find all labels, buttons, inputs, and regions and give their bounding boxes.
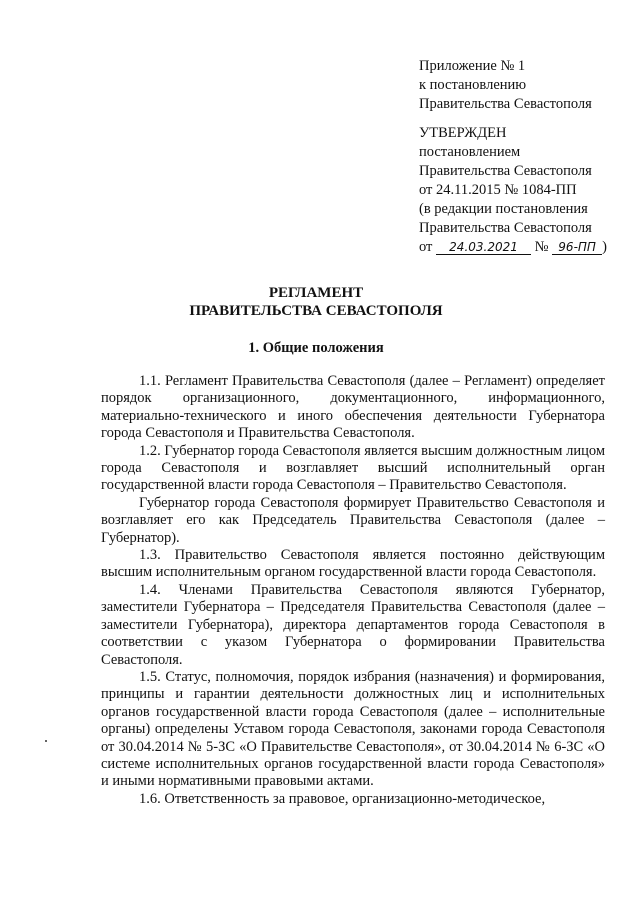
paragraph-governor: Губернатор города Севастополя формирует Правительство Севастополя и возглавляет его как Председатель Правительства Севастополя (далее – Губернатор). <box>101 494 605 546</box>
paragraph-1-3: 1.3. Правительство Севастополя является постоянно действующим высшим исполнительным органом государственной власти города Севастополя. <box>101 547 605 581</box>
annex-line-1: Приложение № 1 <box>419 58 526 74</box>
scan-speck <box>45 740 47 742</box>
annex-block <box>419 57 592 114</box>
approval-date-line <box>419 238 607 257</box>
approval-line-1: постановлением <box>419 144 521 160</box>
annex-line-2: к постановлению <box>419 77 527 93</box>
paragraph-1-5: 1.5. Статус, полномочия, порядок избрания (назначения) и формирования, принципы и гарантии деятельности должностных лиц и исполнительных органов государственной власти города Севастополя (далее – исполнительные органы) определены Уставом города Севастополя, законами города Севастополя от 30.04.2014 № 5-ЗС «О Правительстве Севастополя», от 30.04.2014 № 6-ЗС «О системе исполнительных органов государственной власти города Севастополя» и иными нормативными правовыми актами. <box>101 668 605 790</box>
paragraph-1-4: 1.4. Членами Правительства Севастополя являются Губернатор, заместители Губернатора – Председателя Правительства Севастополя (далее – заместители Губернатора), директора департаментов города Севастополя в соответствии с указом Губернатора о формировании Правительства Севастополя. <box>101 581 605 668</box>
approval-block <box>419 124 607 257</box>
annex-line-3: Правительства Севастополя <box>419 96 592 112</box>
handwritten-number: 96-ПП <box>552 240 602 255</box>
approval-line-4: (в редакции постановления <box>419 201 588 217</box>
document-body <box>101 373 605 808</box>
approval-heading: УТВЕРЖДЕН <box>419 125 507 141</box>
section-title: 1. Общие положения <box>248 340 384 356</box>
closing-paren: ) <box>602 239 607 255</box>
number-prefix: № <box>534 239 549 255</box>
approval-line-3: от 24.11.2015 № 1084-ПП <box>419 182 577 198</box>
approval-line-5: Правительства Севастополя <box>419 220 592 236</box>
handwritten-date: 24.03.2021 <box>436 240 531 255</box>
document-title: РЕГЛАМЕНТ <box>268 285 364 301</box>
paragraph-1-1: 1.1. Регламент Правительства Севастополя (далее – Регламент) определяет порядок организационного, документационного, информационного, материально-технического и иного обеспечения деятельности Губернатора города Севастополя и Правительства Севастополя. <box>101 373 605 442</box>
paragraph-1-6: 1.6. Ответственность за правовое, организационно-методическое, <box>139 790 546 807</box>
date-prefix: от <box>419 239 433 255</box>
approval-line-2: Правительства Севастополя <box>419 163 592 179</box>
document-subtitle: ПРАВИТЕЛЬСТВА СЕВАСТОПОЛЯ <box>189 303 443 319</box>
paragraph-1-2: 1.2. Губернатор города Севастополя является высшим должностным лицом города Севастополя и возглавляет высший исполнительный орган государственной власти города Севастополя – Правительство Севастополя. <box>101 442 605 494</box>
